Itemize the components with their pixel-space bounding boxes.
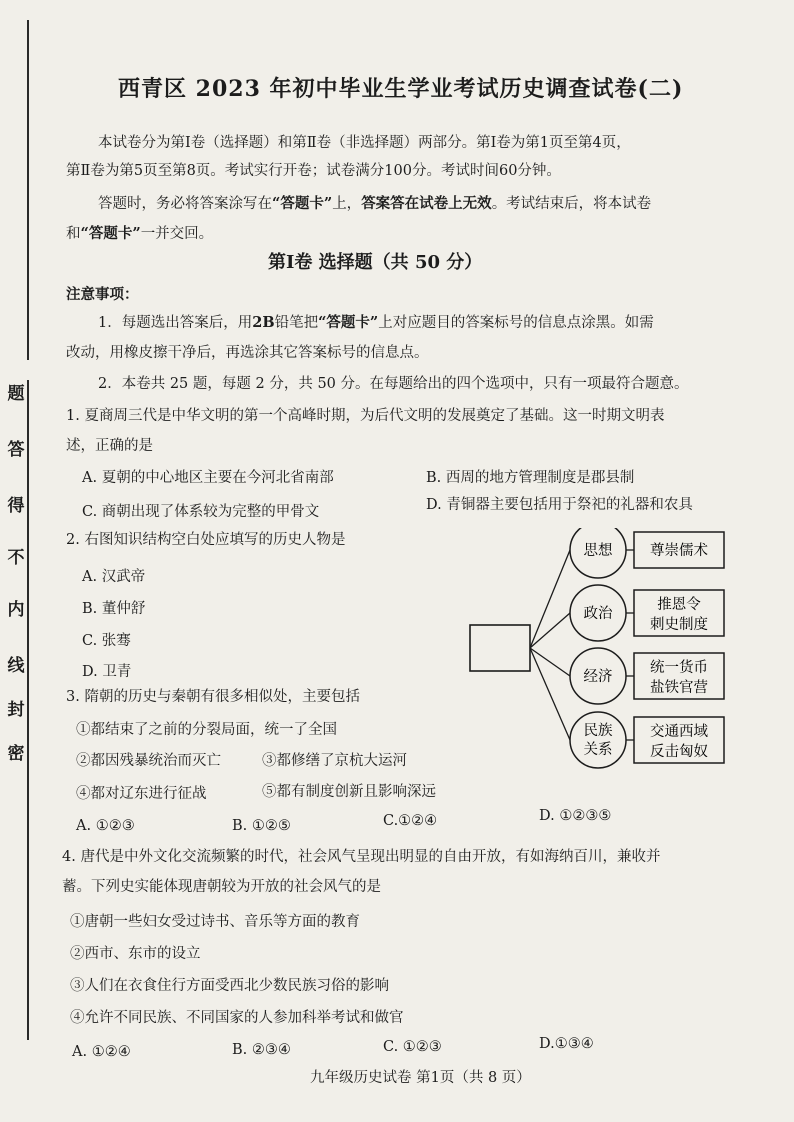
intro-text: 答题时，务必将答案涂写在: [98, 196, 272, 212]
note-line: [98, 312, 654, 334]
q1-option-d: D. 青铜器主要包括用于祭祀的礼器和农具: [426, 497, 693, 513]
detail-label: 统一货币: [650, 660, 708, 676]
q1-option-a: A. 夏朝的中心地区主要在今河北省南部: [82, 470, 334, 486]
topic-label: 思想: [583, 543, 613, 559]
question-2-stem: 2. 右图知识结构空白处应填写的历史人物是: [66, 532, 346, 548]
q2-option-d: D. 卫青: [82, 664, 132, 680]
q3-item: ⑤都有制度创新且影响深远: [262, 784, 436, 800]
margin-char: 题: [7, 384, 25, 404]
detail-label: 盐铁官营: [650, 680, 708, 696]
q3-item: ②都因残暴统治而灭亡: [76, 753, 221, 769]
knowledge-structure-diagram: [462, 528, 732, 772]
note-text: 铅笔把: [274, 315, 319, 331]
q3-option-c: C.①②④: [383, 813, 438, 829]
detail-label: 交通西域: [650, 724, 708, 740]
intro-text: 一并交回。: [140, 226, 214, 242]
notes-heading: 注意事项：: [66, 286, 139, 303]
q3-option-b: B. ①②⑤: [232, 818, 291, 834]
binding-line-top: [27, 20, 29, 360]
topic-label: 关系: [583, 742, 613, 758]
topic-circle: [570, 712, 626, 768]
q2-option-c: C. 张骞: [82, 633, 131, 649]
note-emphasis: 2B: [252, 314, 275, 331]
connector-line: [530, 550, 570, 648]
margin-char: 封: [7, 700, 25, 720]
q3-option-d: D. ①②③⑤: [539, 808, 612, 824]
topic-label: 政治: [583, 606, 613, 622]
q2-option-b: B. 董仲舒: [82, 601, 146, 617]
q4-item: ①唐朝一些妇女受过诗书、音乐等方面的教育: [70, 914, 360, 930]
blank-box: [470, 625, 530, 671]
q4-item: ②西市、东市的设立: [70, 946, 201, 962]
q2-option-a: A. 汉武帝: [82, 569, 146, 585]
note-emphasis: “答题卡”: [318, 314, 379, 331]
q4-option-c: C. ①②③: [383, 1039, 442, 1055]
note-line: 2．本卷共 25 题，每题 2 分，共 50 分。在每题给出的四个选项中，只有一项最符合题意。: [98, 376, 689, 392]
detail-label: 尊崇儒术: [650, 543, 708, 559]
intro-text: 。考试结束后，将本试卷: [491, 196, 652, 212]
q3-item: ④都对辽东进行征战: [76, 786, 207, 802]
q4-item: ③人们在衣食住行方面受西北少数民族习俗的影响: [70, 978, 389, 994]
q1-option-b: B. 西周的地方管理制度是郡县制: [426, 470, 635, 486]
detail-label: 推恩令: [657, 597, 701, 613]
q4-option-b: B. ②③④: [232, 1042, 291, 1058]
q3-item: ①都结束了之前的分裂局面，统一了全国: [76, 722, 337, 738]
q1-option-c: C. 商朝出现了体系较为完整的甲骨文: [82, 504, 320, 520]
section-title: 第Ⅰ卷 选择题（共 50 分）: [268, 252, 483, 273]
question-1-stem: 述，正确的是: [66, 438, 153, 454]
intro-emphasis: “答题卡”: [80, 225, 141, 242]
margin-char: 密: [7, 744, 25, 764]
exam-title: 西青区 2023 年初中毕业生学业考试历史调查试卷(二): [118, 76, 684, 102]
note-text: 上对应题目的答案标号的信息点涂黑。如需: [378, 315, 654, 331]
detail-label: 刺史制度: [650, 617, 708, 633]
q3-item: ③都修缮了京杭大运河: [262, 753, 407, 769]
q4-item: ④允许不同民族、不同国家的人参加科举考试和做官: [70, 1010, 404, 1026]
question-1-stem: 1. 夏商周三代是中华文明的第一个高峰时期，为后代文明的发展奠定了基础。这一时期文明表: [66, 408, 665, 424]
intro-line: 第Ⅱ卷为第5页至第8页。考试实行开卷；试卷满分100分。考试时间60分钟。: [66, 163, 561, 179]
margin-char: 不: [7, 548, 25, 568]
note-line: 改动，用橡皮擦干净后，再选涂其它答案标号的信息点。: [66, 345, 429, 361]
note-text: 1．每题选出答案后，用: [98, 315, 253, 331]
topic-label: 民族: [583, 723, 613, 739]
question-4-stem: 蓄。下列史实能体现唐朝较为开放的社会风气的是: [62, 879, 381, 895]
intro-line: [98, 193, 651, 215]
intro-line: 本试卷分为第Ⅰ卷（选择题）和第Ⅱ卷（非选择题）两部分。第Ⅰ卷为第1页至第4页，: [98, 135, 631, 151]
question-4-stem: 4. 唐代是中外文化交流频繁的时代，社会风气呈现出明显的自由开放，有如海纳百川，兼收并: [62, 849, 661, 865]
margin-char: 答: [7, 440, 25, 460]
q4-option-a: A. ①②④: [72, 1044, 131, 1060]
q4-option-d: D.①③④: [539, 1036, 594, 1052]
q3-option-a: A. ①②③: [76, 818, 135, 834]
margin-char: 线: [7, 656, 25, 676]
intro-emphasis: 答案答在试卷上无效: [361, 195, 492, 212]
margin-char: 得: [7, 496, 25, 516]
intro-line: [66, 223, 213, 245]
binding-line-bottom: [27, 380, 29, 1040]
margin-char: 内: [7, 600, 25, 620]
page-footer: 九年级历史试卷 第1页（共 8 页）: [310, 1070, 531, 1086]
intro-text: 上，: [332, 196, 362, 212]
topic-label: 经济: [583, 669, 613, 685]
intro-text: 和: [66, 226, 81, 242]
intro-emphasis: “答题卡”: [272, 195, 333, 212]
connector-line: [530, 613, 570, 648]
question-3-stem: 3. 隋朝的历史与秦朝有很多相似处，主要包括: [66, 689, 360, 705]
detail-label: 反击匈奴: [650, 744, 708, 760]
